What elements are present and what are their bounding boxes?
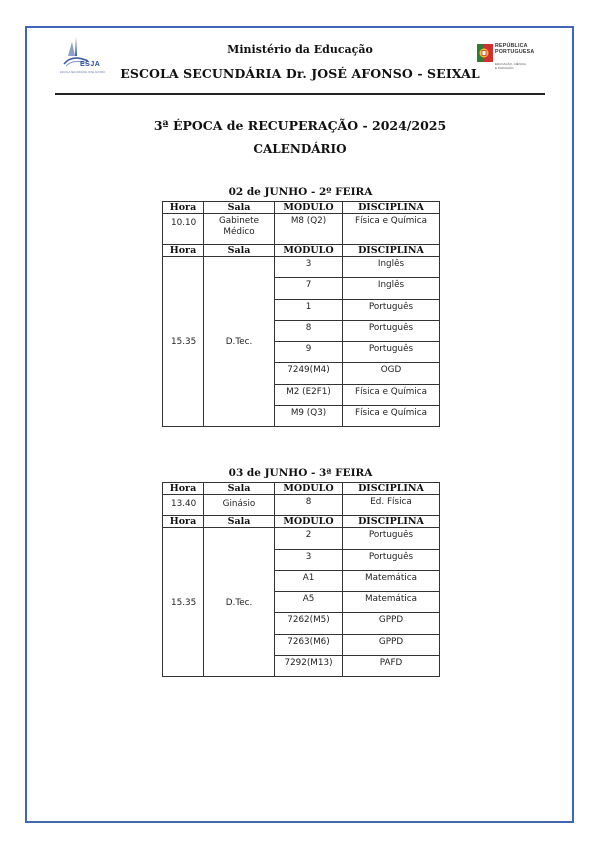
disciplina-cell: Física e Química [343,406,440,427]
sala-cell: Gabinete Médico [204,214,275,245]
column-header-disciplina: DISCIPLINA [343,202,440,214]
disciplina-cell: Inglês [343,278,440,299]
column-header-disciplina: DISCIPLINA [343,483,440,495]
modulo-cell: A1 [275,570,343,591]
day-2-table [162,482,440,677]
column-header-disciplina: DISCIPLINA [343,516,440,528]
modulo-cell: 7 [275,278,343,299]
hora-cell: 13.40 [163,495,204,516]
modulo-cell: 7249(M4) [275,363,343,384]
modulo-cell: A5 [275,592,343,613]
disciplina-cell: Física e Química [343,384,440,405]
modulo-cell: M2 (E2F1) [275,384,343,405]
modulo-cell: 8 [275,320,343,341]
disciplina-cell: OGD [343,363,440,384]
day-1-title: 02 de JUNHO - 2º FEIRA [228,186,373,198]
modulo-cell: 7262(M5) [275,613,343,634]
column-header-sala: Sala [204,516,275,528]
table-row [163,528,440,549]
column-header-modulo: MÓDULO [275,483,343,495]
modulo-cell: M9 (Q3) [275,406,343,427]
document-title: 3ª ÉPOCA de RECUPERAÇÃO - 2024/2025 [153,118,447,133]
school-logo-subtext: ESCOLA SECUNDÁRIA JOSÉ AFONSO [60,71,106,74]
table-header-row [163,516,440,528]
disciplina-cell: Ed. Física [343,495,440,516]
column-header-hora: Hora [163,516,204,528]
modulo-cell: 7292(M13) [275,656,343,677]
disciplina-cell: PAFD [343,656,440,677]
disciplina-cell: Inglês [343,257,440,278]
republic-logo-line1: REPÚBLICA [495,43,528,49]
hora-cell: 10.10 [163,214,204,245]
column-header-sala: Sala [204,245,275,257]
table-header-row [163,245,440,257]
school-name: ESCOLA SECUNDÁRIA Dr. JOSÉ AFONSO - SEIXAL [120,66,480,81]
modulo-cell: 8 [275,495,343,516]
disciplina-cell: Português [343,299,440,320]
document-subtitle: CALENDÁRIO [253,142,347,156]
modulo-cell: 9 [275,342,343,363]
day-1-table [162,201,440,427]
column-header-disciplina: DISCIPLINA [343,245,440,257]
modulo-cell: 7263(M6) [275,634,343,655]
disciplina-cell: Português [343,549,440,570]
modulo-cell: 2 [275,528,343,549]
table-row [163,495,440,516]
modulo-cell: M8 (Q2) [275,214,343,245]
republic-logo-sub1: EDUCAÇÃO, CIÊNCIA [495,62,526,66]
column-header-modulo: MÓDULO [275,245,343,257]
modulo-cell: 3 [275,549,343,570]
column-header-sala: Sala [204,202,275,214]
hora-cell: 15.35 [163,528,204,677]
republic-logo-sub2: E INOVAÇÃO [495,65,514,70]
column-header-sala: Sala [204,483,275,495]
disciplina-cell: Português [343,342,440,363]
table-header-row [163,202,440,214]
republic-logo-line2: PORTUGUESA [495,49,535,55]
column-header-hora: Hora [163,202,204,214]
modulo-cell: 3 [275,257,343,278]
disciplina-cell: Física e Química [343,214,440,245]
header-divider [55,93,545,95]
school-logo-text: ESJA [80,61,101,68]
table-row [163,257,440,278]
disciplina-cell: Matemática [343,570,440,591]
ministry-name: Ministério da Educação [227,43,373,56]
disciplina-cell: Matemática [343,592,440,613]
disciplina-cell: GPPD [343,613,440,634]
table-header-row [163,483,440,495]
table-row [163,214,440,245]
sala-cell: Ginásio [204,495,275,516]
disciplina-cell: Português [343,528,440,549]
column-header-hora: Hora [163,245,204,257]
day-2-title: 03 de JUNHO - 3ª FEIRA [228,467,373,479]
disciplina-cell: GPPD [343,634,440,655]
sala-cell: D.Tec. [204,528,275,677]
column-header-hora: Hora [163,483,204,495]
column-header-modulo: MÓDULO [275,516,343,528]
modulo-cell: 1 [275,299,343,320]
disciplina-cell: Português [343,320,440,341]
column-header-modulo: MÓDULO [275,202,343,214]
sala-cell: D.Tec. [204,257,275,427]
hora-cell: 15.35 [163,257,204,427]
